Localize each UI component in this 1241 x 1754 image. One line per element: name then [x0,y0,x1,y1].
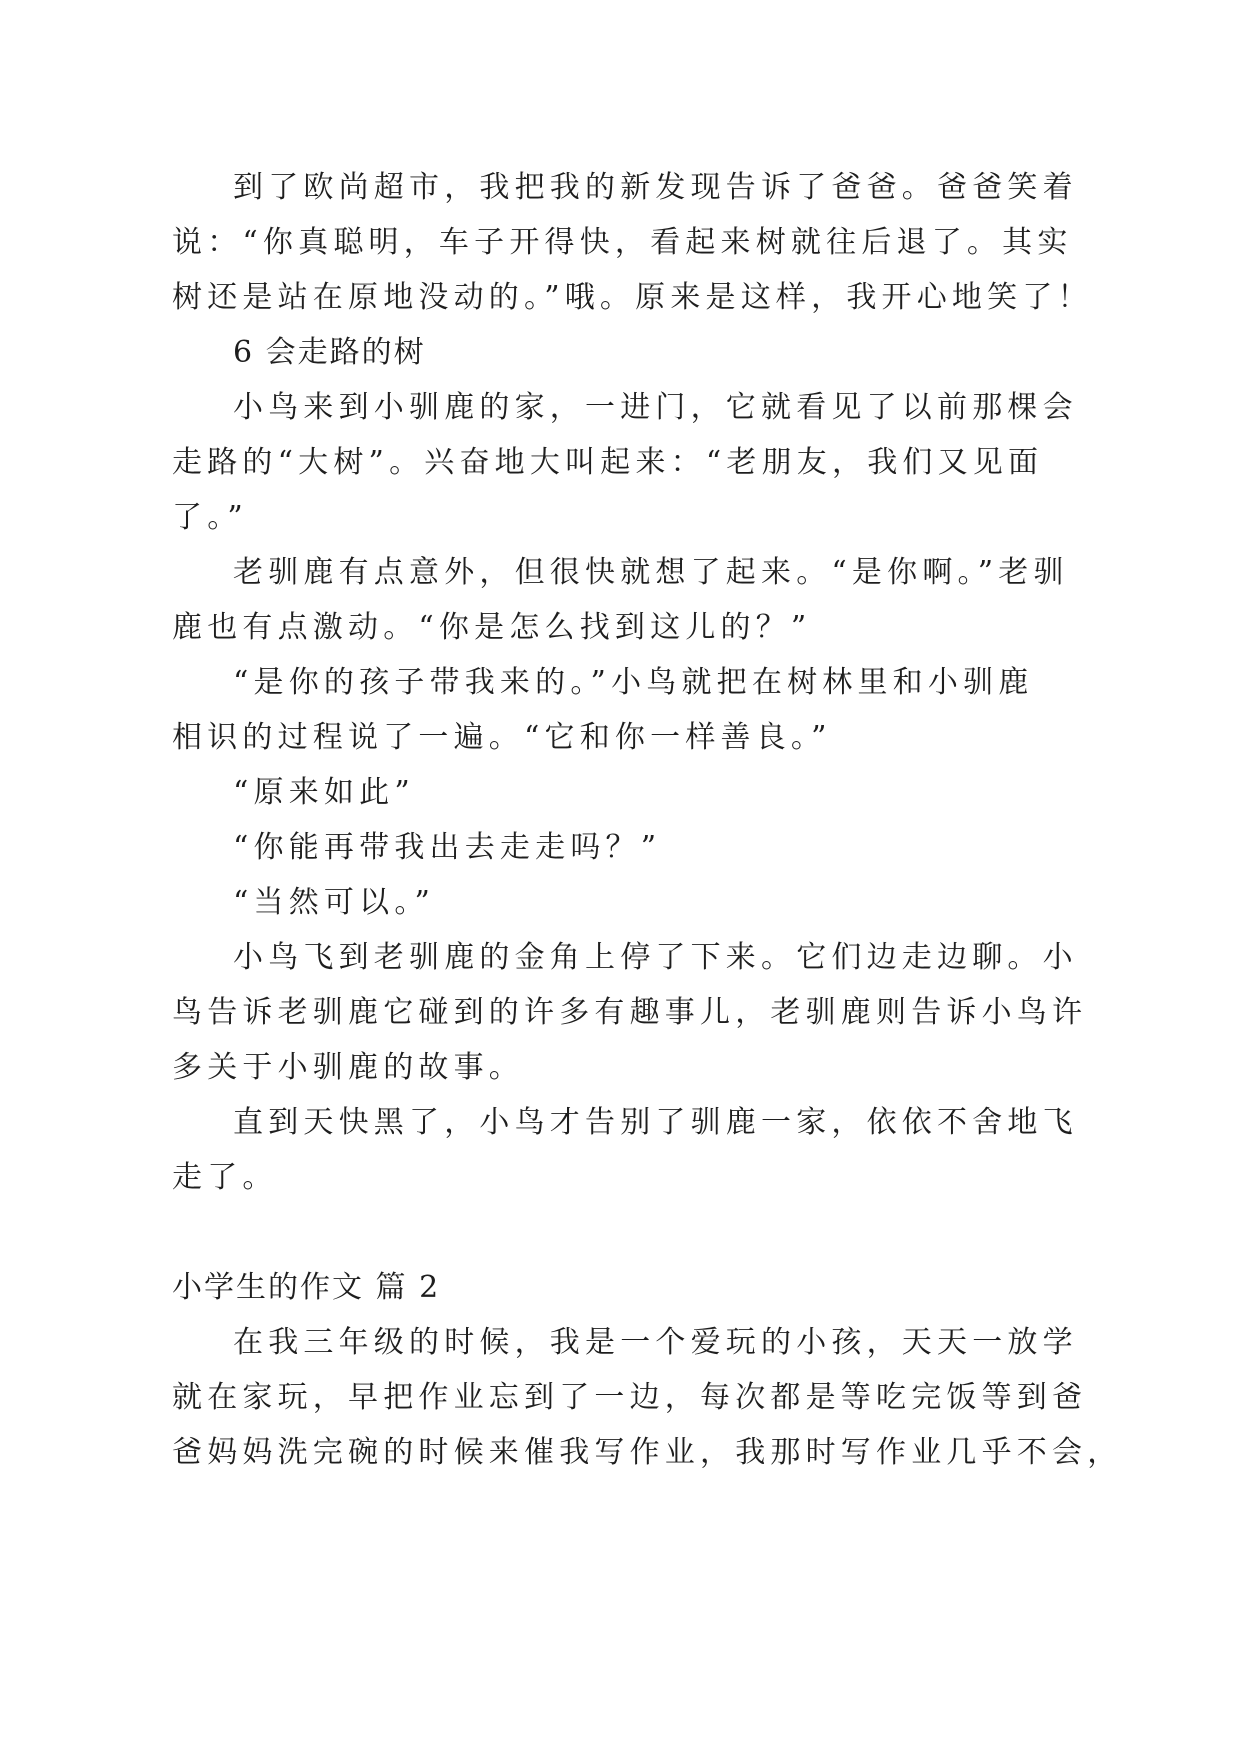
paragraph-line: 就在家玩，早把作业忘到了一边，每次都是等吃完饭等到爸 [172,1380,1088,1415]
paragraph-line: 直到天快黑了，小鸟才告别了驯鹿一家，依依不舍地飞 [233,1105,1078,1140]
paragraph-line: “原来如此” [233,775,415,810]
paragraph-line: 说：“你真聪明，车子开得快，看起来树就往后退了。其实 [172,225,1073,260]
paragraph-line: “当然可以。” [233,885,436,920]
paragraph-line: “是你的孩子带我来的。”小鸟就把在树林里和小驯鹿 [233,665,1034,700]
paragraph-line: 走路的“大树”。兴奋地大叫起来：“老朋友，我们又见面 [172,445,1044,480]
paragraph-line: 到了欧尚超市，我把我的新发现告诉了爸爸。爸爸笑着 [233,170,1078,205]
paragraph-line: 鸟告诉老驯鹿它碰到的许多有趣事儿，老驯鹿则告诉小鸟许 [172,995,1088,1030]
paragraph-line: 了。” [172,500,248,535]
paragraph-line: 相识的过程说了一遍。“它和你一样善良。” [172,720,832,755]
article-title: 小学生的作文 篇 2 [172,1270,441,1305]
paragraph-line: 树还是站在原地没动的。”哦。原来是这样，我开心地笑了！ [172,280,1093,315]
paragraph-line: 多关于小驯鹿的故事。 [172,1050,524,1085]
paragraph-line: 老驯鹿有点意外，但很快就想了起来。“是你啊。”老驯 [233,555,1069,590]
paragraph-line: 小鸟飞到老驯鹿的金角上停了下来。它们边走边聊。小 [233,940,1078,975]
section-heading: 6 会走路的树 [233,335,426,370]
paragraph-line: “你能再带我出去走走吗？” [233,830,662,865]
paragraph-line: 走了。 [172,1160,278,1195]
paragraph-line: 鹿也有点激动。“你是怎么找到这儿的？” [172,610,812,645]
paragraph-line: 小鸟来到小驯鹿的家，一进门，它就看见了以前那棵会 [233,390,1078,425]
paragraph-line: 爸妈妈洗完碗的时候来催我写作业，我那时写作业几乎不会， [172,1435,1123,1470]
paragraph-line: 在我三年级的时候，我是一个爱玩的小孩，天天一放学 [233,1325,1078,1360]
